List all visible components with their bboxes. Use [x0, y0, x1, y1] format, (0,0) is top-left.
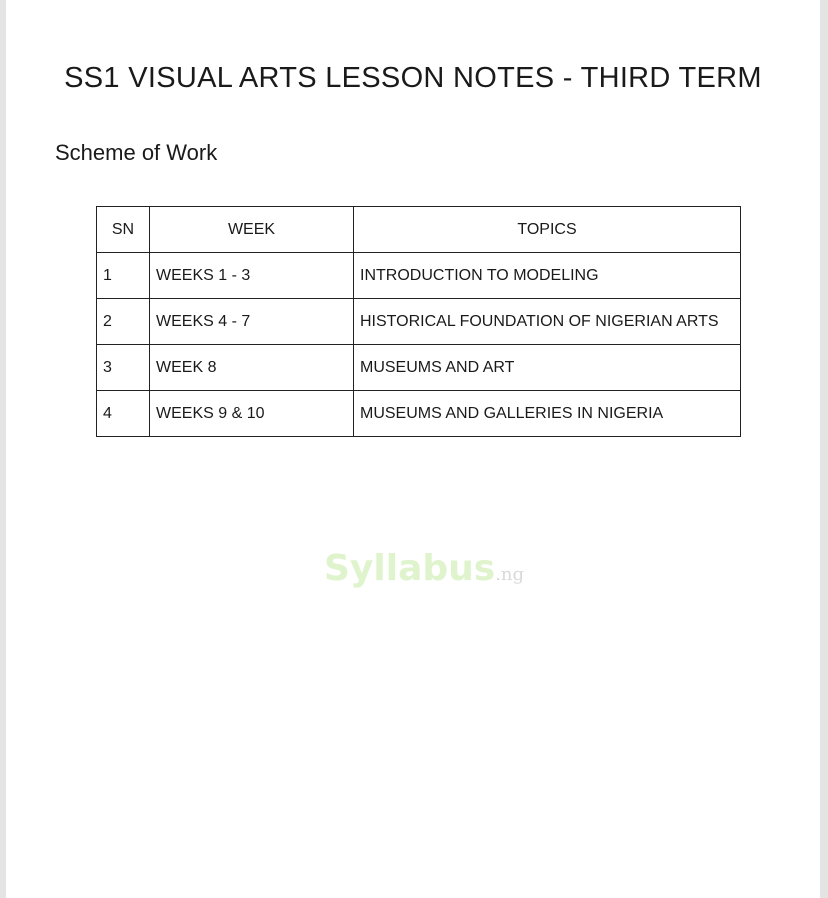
table-row: [97, 391, 741, 437]
scheme-of-work-table: [96, 206, 741, 437]
header-sn: SN: [97, 207, 150, 253]
table-row: [97, 253, 741, 299]
cell-topic: MUSEUMS AND ART: [354, 345, 741, 391]
header-week: WEEK: [150, 207, 354, 253]
cell-week: WEEK 8: [150, 345, 354, 391]
cell-topic: INTRODUCTION TO MODELING: [354, 253, 741, 299]
header-topics: TOPICS: [354, 207, 741, 253]
page-title: SS1 VISUAL ARTS LESSON NOTES - THIRD TERM: [64, 62, 762, 94]
watermark-suffix: .ng: [495, 564, 525, 585]
cell-sn: 3: [97, 345, 150, 391]
document-page: [6, 0, 820, 898]
cell-week: WEEKS 1 - 3: [150, 253, 354, 299]
section-heading: Scheme of Work: [55, 140, 218, 165]
watermark-brand: Syllabus: [324, 548, 496, 589]
syllabus-watermark: [324, 548, 524, 589]
cell-week: WEEKS 9 & 10: [150, 391, 354, 437]
cell-topic: MUSEUMS AND GALLERIES IN NIGERIA: [354, 391, 741, 437]
table-row: [97, 299, 741, 345]
cell-sn: 2: [97, 299, 150, 345]
cell-topic: HISTORICAL FOUNDATION OF NIGERIAN ARTS: [354, 299, 741, 345]
cell-sn: 1: [97, 253, 150, 299]
cell-sn: 4: [97, 391, 150, 437]
cell-week: WEEKS 4 - 7: [150, 299, 354, 345]
table-header-row: [97, 207, 741, 253]
table-row: [97, 345, 741, 391]
